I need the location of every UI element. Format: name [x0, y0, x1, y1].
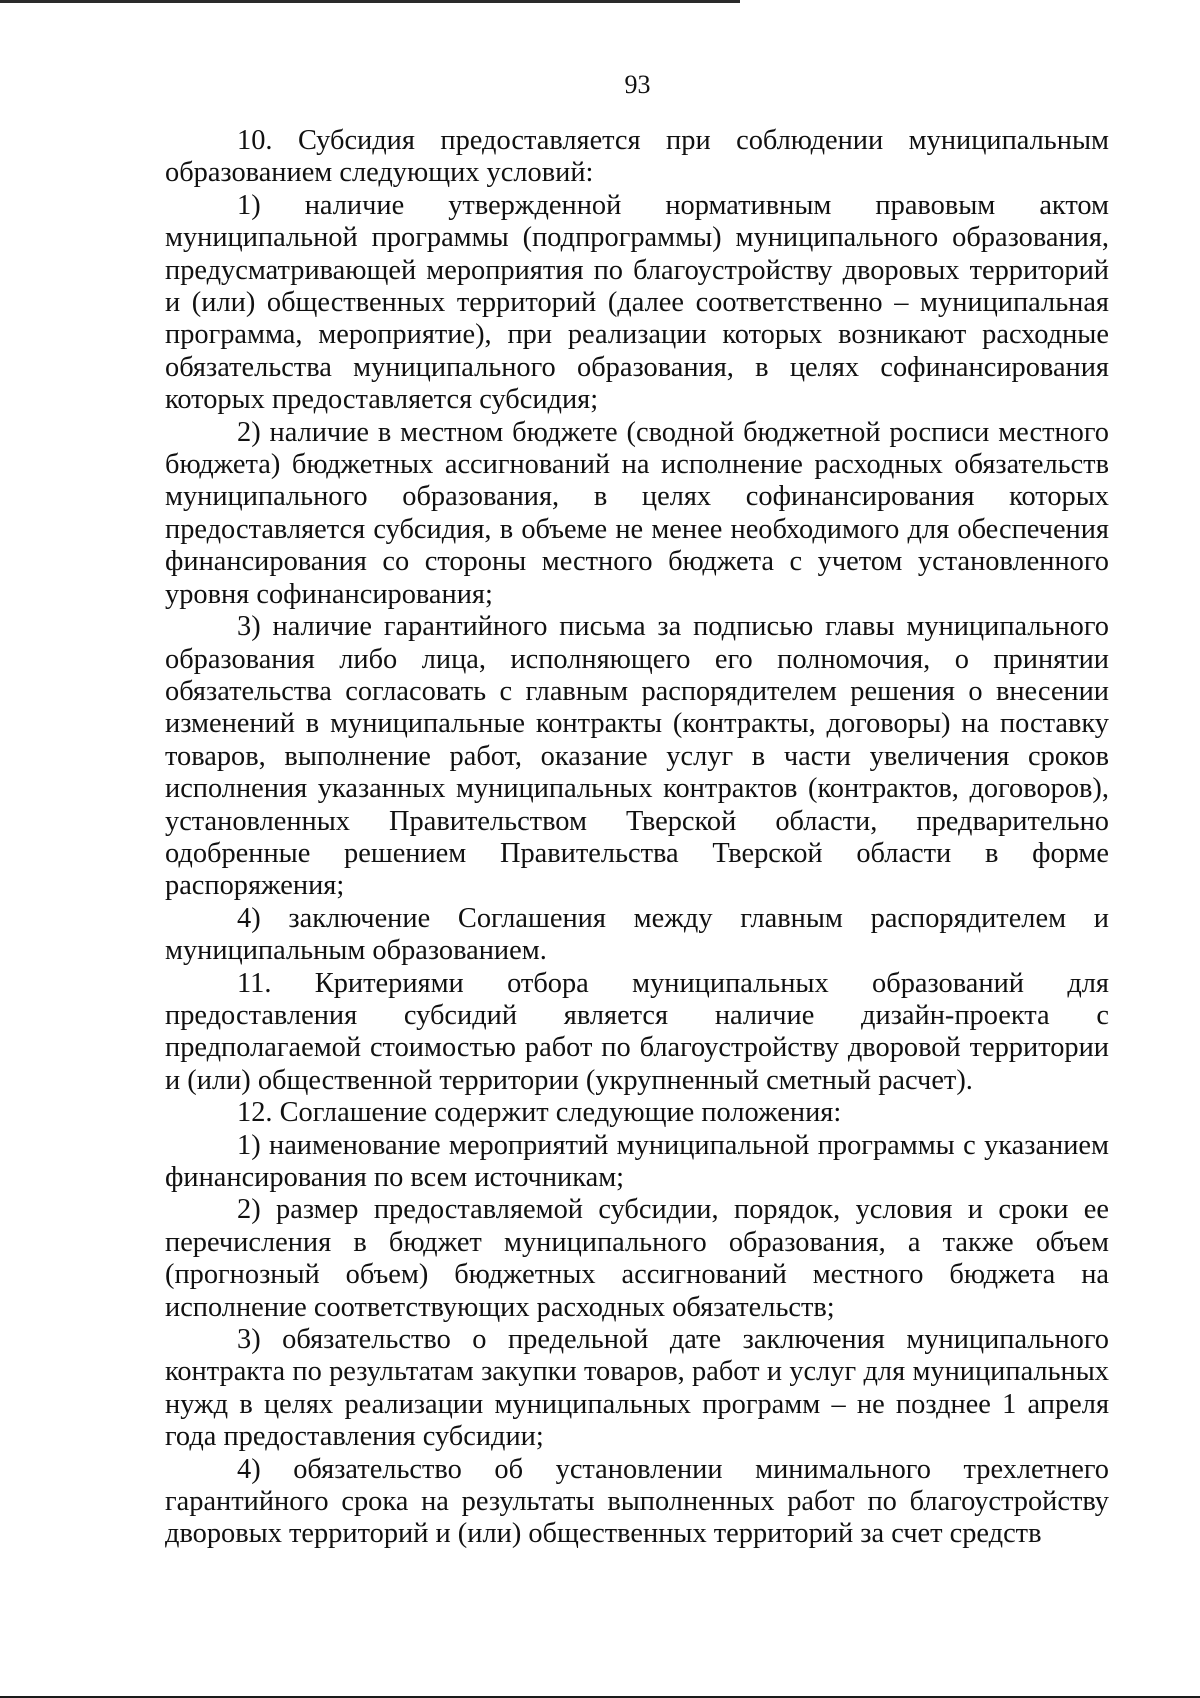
scan-edge-top — [0, 0, 740, 3]
paragraph-10-item-3: 3) наличие гарантийного письма за подписью главы муниципального образования либо лица, исполняющего его полномочия, о принятии обязательства согласовать с главным распорядителем решения о внесении изменений в муниципальные контракты (контракты, договоры) на поставку товаров, выполнение работ, оказание услуг в части увеличения сроков исполнения указанных муниципальных контрактов (контрактов, договоров), установленных Правительством Тверской области, предварительно одобренные решением Правительства Тверской области в форме распоряжения; — [165, 611, 1109, 902]
paragraph-12-item-2: 2) размер предоставляемой субсидии, порядок, условия и сроки ее перечисления в бюджет муниципального образования, а также объем (прогнозный объем) бюджетных ассигнований местного бюджета на исполнение соответствующих расходных обязательств; — [165, 1194, 1109, 1323]
page-number: 93 — [624, 70, 651, 99]
paragraph-10: 10. Субсидия предоставляется при соблюдении муниципальным образованием следующих условий: — [165, 125, 1109, 189]
document-body — [165, 125, 1109, 1551]
paragraph-10-item-2: 2) наличие в местном бюджете (сводной бюджетной росписи местного бюджета) бюджетных ассигнований на исполнение расходных обязательств муниципального образования, в целях софинансирования которых предоставляется субсидия, в объеме не менее необходимого для обеспечения финансирования со стороны местного бюджета с учетом установленного уровня софинансирования; — [165, 416, 1109, 610]
paragraph-12-item-4: 4) обязательство об установлении минимального трехлетнего гарантийного срока на результаты выполненных работ по благоустройству дворовых территорий и (или) общественных территорий за счет средств — [165, 1453, 1109, 1550]
paragraph-12-item-3: 3) обязательство о предельной дате заключения муниципального контракта по результатам закупки товаров, работ и услуг для муниципальных нужд в целях реализации муниципальных программ – не позднее 1 апреля года предоставления субсидии; — [165, 1324, 1109, 1453]
paragraph-10-item-1: 1) наличие утвержденной нормативным правовым актом муниципальной программы (подпрограммы) муниципального образования, предусматривающей мероприятия по благоустройству дворовых территорий и (или) общественных территорий (далее соответственно – муниципальная программа, мероприятие), при реализации которых возникают расходные обязательства муниципального образования, в целях софинансирования которых предоставляется субсидия; — [165, 189, 1109, 416]
paragraph-10-item-4: 4) заключение Соглашения между главным распорядителем и муниципальным образованием. — [165, 902, 1109, 967]
paragraph-12: 12. Соглашение содержит следующие положения: — [237, 1097, 842, 1129]
paragraph-12-item-1: 1) наименование мероприятий муниципальной программы с указанием финансирования по всем источникам; — [165, 1129, 1109, 1193]
paragraph-11: 11. Критериями отбора муниципальных образований для предоставления субсидий является наличие дизайн-проекта с предполагаемой стоимостью работ по благоустройству дворовой территории и (или) общественной территории (укрупненный сметный расчет). — [165, 967, 1109, 1096]
